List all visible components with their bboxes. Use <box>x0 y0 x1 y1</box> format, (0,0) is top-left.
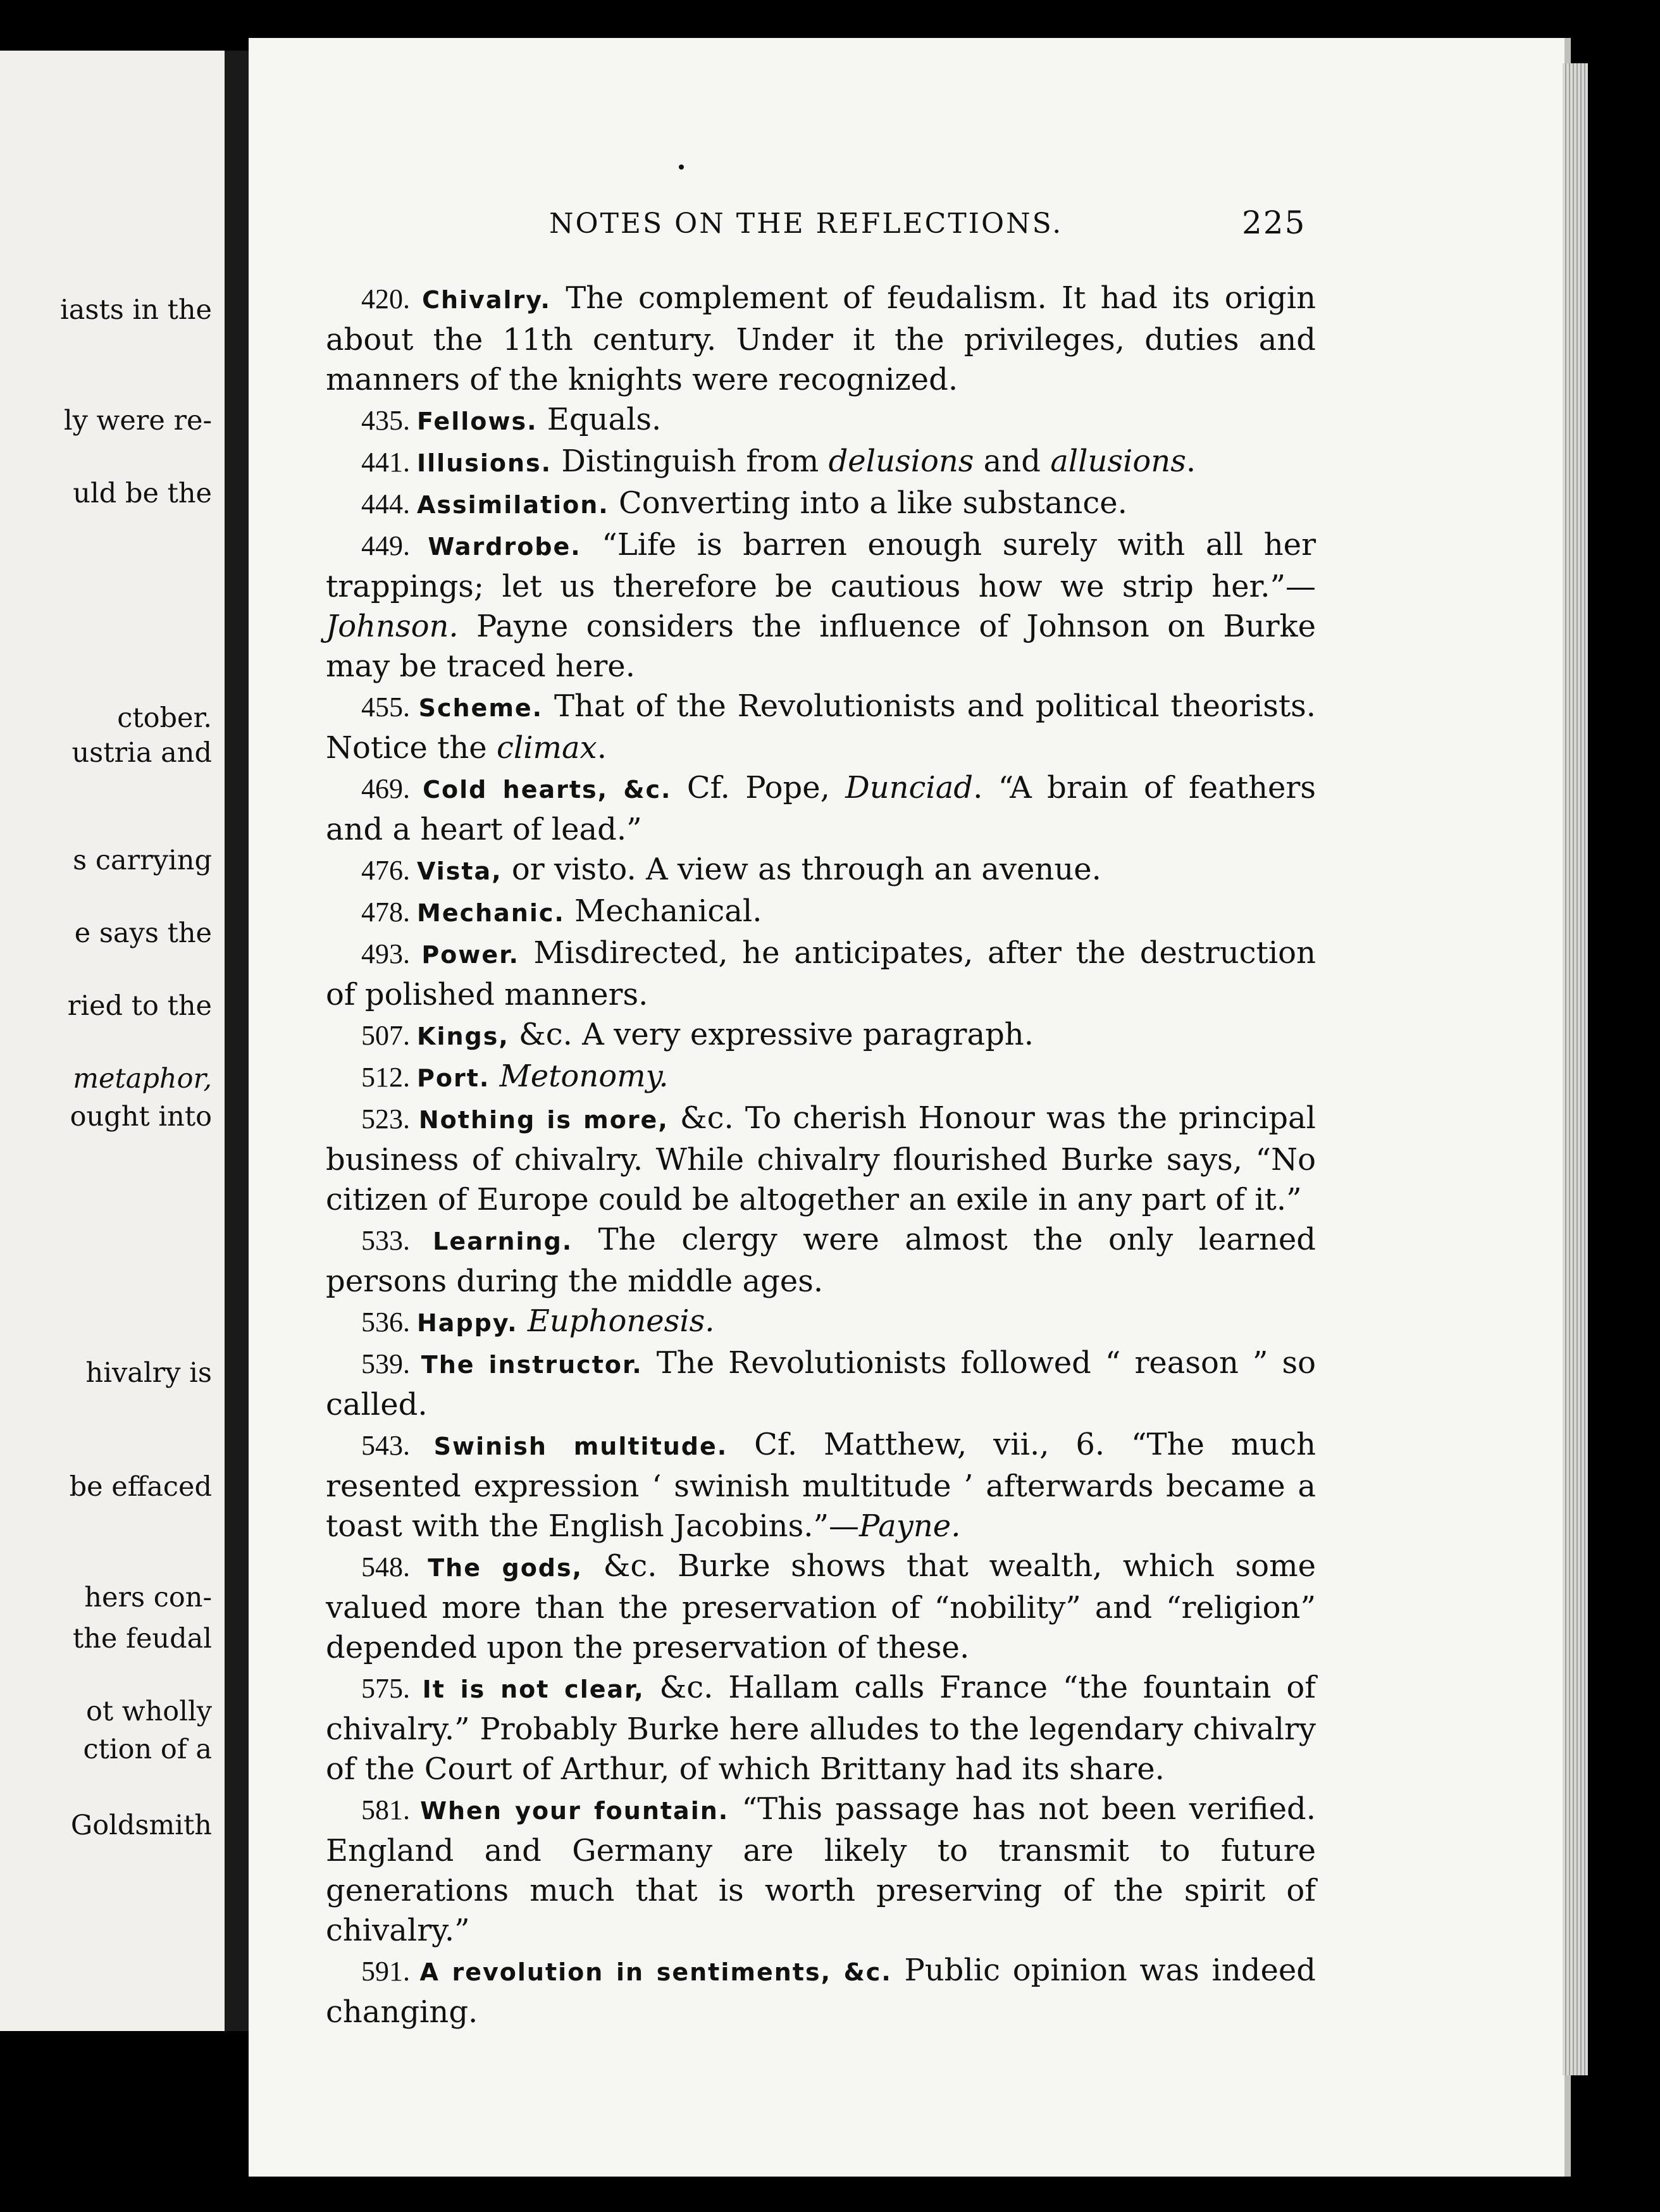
note-entry <box>326 687 1316 768</box>
facing-page-line: ot wholly <box>85 1696 212 1727</box>
note-entry <box>326 768 1316 850</box>
note-entry <box>326 400 1316 442</box>
note-term: Assimilation. <box>417 491 609 519</box>
note-number: 539. <box>361 1348 421 1379</box>
facing-page-line: ctober. <box>117 702 212 734</box>
note-gloss: The complement of feudalism. It had its origin about the 11th century. Under it the privileges, duties and manners of the knights were recognized. <box>326 280 1316 397</box>
note-term: Port. <box>417 1064 490 1092</box>
note-entry <box>326 1057 1316 1098</box>
note-entry <box>326 933 1316 1015</box>
note-entry <box>326 483 1316 525</box>
note-entry <box>326 1546 1316 1668</box>
note-term: Wardrobe. <box>428 533 581 561</box>
note-number: 478. <box>361 897 417 928</box>
facing-page-line: metaphor, <box>73 1063 212 1095</box>
note-number: 536. <box>361 1307 417 1338</box>
page-number: 225 <box>1242 204 1306 241</box>
note-term: Illusions. <box>417 449 552 477</box>
note-number: 591. <box>361 1956 420 1987</box>
note-gloss: Distinguish from delusions and allusions. <box>552 444 1196 479</box>
note-entry <box>326 1015 1316 1057</box>
note-term: Mechanic. <box>417 899 565 927</box>
note-entry <box>326 525 1316 687</box>
notes-list <box>326 278 1316 2032</box>
note-term: The gods, <box>428 1554 583 1582</box>
facing-page-line: e says the <box>74 917 212 949</box>
facing-page-line: the feudal <box>72 1623 212 1655</box>
book-page <box>249 38 1571 2177</box>
note-term: Chivalry. <box>422 286 551 314</box>
note-number: 476. <box>361 855 417 886</box>
note-term: Power. <box>421 941 519 969</box>
note-gloss: Cf. Matthew, vii., 6. “The much resented expression ‘ swinish multitude ’ afterwards became a toast with the English Jacobins.”—Payne. <box>326 1427 1316 1544</box>
facing-page-line: s carrying <box>73 845 212 876</box>
facing-page-line: Goldsmith <box>70 1810 212 1841</box>
note-entry <box>326 892 1316 933</box>
note-gloss: That of the Revolutionists and political theorists. Notice the climax. <box>326 688 1316 766</box>
note-entry <box>326 1425 1316 1546</box>
note-gloss: &c. A very expressive paragraph. <box>509 1017 1034 1052</box>
note-gloss: The Revolutionists followed “ reason ” so called. <box>326 1345 1316 1422</box>
note-term: Vista, <box>417 857 502 885</box>
note-gloss: The clergy were almost the only learned persons during the middle ages. <box>326 1222 1316 1299</box>
note-gloss: Public opinion was indeed changing. <box>326 1953 1316 2030</box>
note-entry <box>326 442 1316 483</box>
note-gloss: Cf. Pope, Dunciad. “A brain of feathers and a heart of lead.” <box>326 770 1316 847</box>
note-number: 581. <box>361 1794 421 1825</box>
note-number: 507. <box>361 1020 417 1051</box>
note-term: Fellows. <box>417 407 538 435</box>
note-term: When your fountain. <box>420 1797 729 1825</box>
note-term: Swinish multitude. <box>433 1432 728 1460</box>
ink-speck <box>679 165 684 170</box>
facing-page-fragment <box>0 51 225 2031</box>
running-head: NOTES ON THE REFLECTIONS. <box>549 208 1063 240</box>
note-number: 533. <box>361 1225 433 1256</box>
book-gutter <box>225 51 249 2031</box>
facing-page-line: hers con- <box>84 1582 212 1613</box>
note-entry <box>326 1220 1316 1302</box>
note-number: 449. <box>361 530 428 561</box>
facing-page-line: ried to the <box>67 990 212 1022</box>
note-gloss: Mechanical. <box>564 893 762 929</box>
note-term: Happy. <box>417 1309 518 1337</box>
note-gloss: “This passage has not been verified. England and Germany are likely to transmit to future generations much that is worth preserving of the spirit of chivalry.” <box>326 1791 1316 1948</box>
note-gloss: &c. Burke shows that wealth, which some valued more than the preservation of “nobility” and “religion” depended upon the preservation of these. <box>326 1548 1316 1665</box>
note-gloss: Euphonesis. <box>527 1303 715 1339</box>
note-gloss: Equals. <box>537 402 662 437</box>
note-gloss: Converting into a like substance. <box>609 485 1127 521</box>
note-number: 493. <box>361 938 422 969</box>
note-entry <box>326 1302 1316 1343</box>
note-entry <box>326 1951 1316 2032</box>
note-number: 575. <box>361 1673 423 1704</box>
note-number: 543. <box>361 1430 434 1461</box>
facing-page-line: be effaced <box>69 1471 212 1503</box>
note-number: 435. <box>361 405 417 436</box>
page-edges <box>1563 63 1588 2075</box>
note-number: 548. <box>361 1551 428 1582</box>
note-term: A revolution in sentiments, &c. <box>419 1958 892 1986</box>
note-term: Scheme. <box>418 694 543 722</box>
facing-page-line: ly were re- <box>63 405 212 437</box>
facing-page-line: ction of a <box>83 1734 212 1765</box>
note-gloss: “Life is barren enough surely with all her trappings; let us therefore be cautious how we strip her.”—Johnson. Payne considers the influence of Johnson on Burke may be traced here. <box>326 527 1316 684</box>
note-term: It is not clear, <box>422 1675 645 1703</box>
note-gloss: &c. To cherish Honour was the principal business of chivalry. While chivalry flourished Burke says, “No citizen of Europe could be altogether an exile in any part of it.” <box>326 1100 1316 1217</box>
note-entry <box>326 278 1316 400</box>
note-number: 444. <box>361 488 417 519</box>
facing-page-line: iasts in the <box>59 294 212 326</box>
note-entry <box>326 1789 1316 1951</box>
note-term: Nothing is more, <box>418 1106 669 1134</box>
note-entry <box>326 1098 1316 1220</box>
note-number: 469. <box>361 773 423 804</box>
facing-page-line: hivalry is <box>85 1357 212 1389</box>
note-term: Kings, <box>417 1022 509 1050</box>
note-term: The instructor. <box>421 1351 643 1379</box>
note-number: 441. <box>361 447 417 478</box>
note-entry <box>326 1343 1316 1425</box>
note-term: Learning. <box>433 1227 573 1255</box>
facing-page-line: ought into <box>70 1101 212 1133</box>
note-gloss: Misdirected, he anticipates, after the destruction of polished manners. <box>326 935 1316 1012</box>
note-number: 455. <box>361 692 419 723</box>
note-entry <box>326 1668 1316 1789</box>
note-gloss: or visto. A view as through an avenue. <box>502 852 1101 887</box>
note-number: 512. <box>361 1062 417 1093</box>
note-gloss: &c. Hallam calls France “the fountain of chivalry.” Probably Burke here alludes to the legendary chivalry of the Court of Arthur, of which Brittany had its share. <box>326 1670 1316 1787</box>
note-gloss: Metonomy. <box>499 1059 669 1094</box>
note-entry <box>326 850 1316 892</box>
note-number: 523. <box>361 1103 419 1134</box>
facing-page-line: ustria and <box>71 737 212 769</box>
note-number: 420. <box>361 283 423 314</box>
note-term: Cold hearts, &c. <box>423 776 672 804</box>
facing-page-line: uld be the <box>73 478 212 509</box>
